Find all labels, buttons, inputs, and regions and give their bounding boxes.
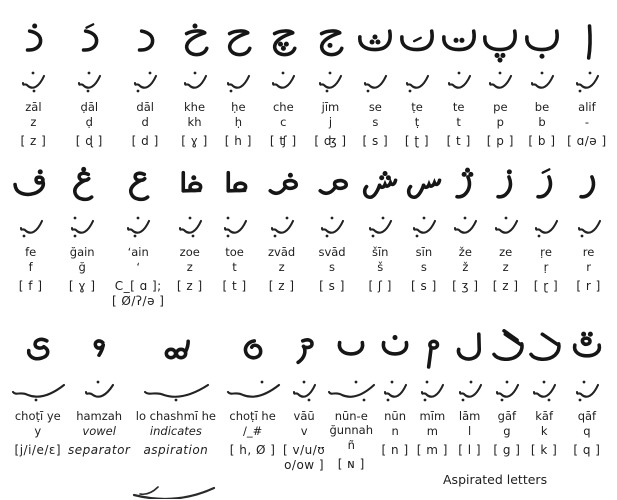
- letter-name: choṭī ye: [14, 409, 61, 423]
- letter-ipa: [ s ]: [319, 279, 345, 293]
- letter-urdu-name: [225, 373, 281, 409]
- letter-roman: ṭ: [414, 115, 420, 129]
- letter-name: šīn: [371, 245, 389, 259]
- letter-name: ḥe: [231, 100, 246, 114]
- letter-column-pe: [480, 16, 522, 149]
- letter-column-d-a-l: [61, 16, 118, 149]
- letter-column-za-l: [6, 16, 61, 149]
- letter-glyph-g-ain: [61, 161, 103, 209]
- letter-name: nūn: [384, 409, 407, 423]
- letter-glyph-mi-m: [411, 325, 453, 373]
- letter-urdu-name: [317, 64, 343, 100]
- letter-name: alif: [578, 100, 596, 114]
- letter-column-ze: [486, 161, 526, 294]
- letter-ipa: [ h ]: [224, 134, 252, 148]
- letter-glyph-re: [568, 161, 610, 209]
- letter-column-qa-f: [563, 325, 611, 458]
- letter-name: lām: [458, 409, 481, 423]
- letter-urdu-name: [487, 64, 513, 100]
- letter-roman: s: [420, 260, 427, 274]
- letter-column-alif: [563, 16, 611, 149]
- letter-roman: š: [377, 260, 384, 274]
- letter-ipa: [ m ]: [416, 443, 448, 457]
- chart-body: [6, 16, 611, 473]
- letter-glyph-za-l: [12, 16, 54, 64]
- letter-ipa: [ ʤ ]: [314, 134, 347, 148]
- letter-ipa: [ g ]: [493, 443, 521, 457]
- letter-ipa: [ r ]: [576, 279, 601, 293]
- letter-column-zoe: [167, 161, 212, 294]
- letter-glyph-te: [438, 16, 480, 64]
- letter-roman: /_#: [242, 424, 263, 438]
- letter-column-che: [260, 16, 306, 149]
- letter-urdu-name: [20, 64, 46, 100]
- letter-urdu-name: [10, 373, 66, 409]
- letter-column-zva-d: [257, 161, 306, 294]
- letter-name: lo chashmī he: [135, 409, 216, 423]
- letter-roman: t: [456, 115, 461, 129]
- letter-ipa: C_[ ɑ ];: [114, 279, 162, 293]
- letter-ipa: [ ʧ ]: [269, 134, 297, 148]
- letter-urdu-name: [291, 373, 317, 409]
- letter-roman: ğ: [78, 260, 86, 274]
- letter-row-2: [6, 161, 611, 309]
- letter-urdu-name: [452, 209, 478, 245]
- letter-urdu-name: [270, 64, 296, 100]
- letter-urdu-name: [182, 64, 208, 100]
- letter-glyph-da-l: [124, 16, 166, 64]
- letter-name: zoe: [179, 245, 200, 259]
- letter-column-chot-i-ye: [6, 325, 70, 458]
- letter-urdu-name: [404, 64, 430, 100]
- letter-roman: b: [538, 115, 546, 129]
- letter-ipa: [ n ]: [381, 443, 409, 457]
- letter-glyph-nu-n: [374, 325, 416, 373]
- letter-name: toe: [225, 245, 244, 259]
- letter-glyph-fe: [10, 161, 52, 209]
- letter-column-g-ain: [55, 161, 109, 294]
- letter-name: pe: [493, 100, 508, 114]
- letter-name: hamzah: [76, 409, 123, 423]
- letter-urdu-name: [326, 373, 376, 409]
- letter-ipa: [ b ]: [528, 134, 556, 148]
- letter-glyph-s-i-n: [359, 161, 401, 209]
- letter-glyph-pe: [479, 16, 521, 64]
- letter-glyph-be: [521, 16, 563, 64]
- letter-roman: v: [300, 424, 308, 438]
- letter-ipa: [ ɴ ]: [337, 457, 365, 471]
- letter-column-ain: [109, 161, 167, 309]
- letter-column-khe: [173, 16, 217, 149]
- letter-roman: j: [328, 115, 333, 129]
- letter-name: že: [458, 245, 472, 259]
- letter-column-s-i-n: [358, 161, 403, 294]
- letter-glyph-ka-f: [523, 325, 565, 373]
- letter-column-re: [566, 161, 611, 294]
- letter-name: svād: [318, 245, 346, 259]
- letter-ipa: [ ʈ ]: [404, 134, 430, 148]
- letter-glyph-qa-f: [566, 325, 608, 373]
- letter-glyph-ain: [117, 161, 159, 209]
- letter-column-ji-m: [306, 16, 354, 149]
- letter-column-ga-f: [488, 325, 525, 458]
- letter-name: sīn: [415, 245, 433, 259]
- letter-ipa: [j/i/e/ɛ]: [14, 443, 62, 457]
- letter-urdu-name: [494, 373, 520, 409]
- letter-roman: ñ: [347, 438, 355, 452]
- letter-roman: c: [280, 115, 287, 129]
- letter-ipa: [ z ]: [20, 134, 47, 148]
- letter-name: choṭī he: [229, 409, 276, 423]
- letter-ipa: [ s ]: [411, 279, 437, 293]
- letter-name: ze: [499, 245, 513, 259]
- letter-roman: z: [30, 115, 37, 129]
- letter-glyph-ji-m: [309, 16, 351, 64]
- letter-ipa: [ ʃ ]: [368, 279, 392, 293]
- letter-glyph-la-m: [449, 325, 491, 373]
- letter-name: ğain: [69, 245, 95, 259]
- letter-ipa: [ s ]: [362, 134, 389, 148]
- letter-urdu-name: [411, 209, 437, 245]
- letter-glyph-sva-d: [311, 161, 353, 209]
- letter-urdu-name: [132, 64, 158, 100]
- letter-name: dāl: [136, 100, 154, 114]
- letter-roman: n: [391, 424, 399, 438]
- letter-urdu-name: [125, 209, 151, 245]
- letter-name: nūn-e: [334, 409, 368, 423]
- letter-column-r-e: [526, 161, 566, 294]
- letter-glyph-t-e: [396, 16, 438, 64]
- letter-urdu-name: [225, 64, 251, 100]
- aspirated-letters-note: Aspirated letters: [443, 472, 548, 487]
- letter-glyph-che: [262, 16, 304, 64]
- letter-name: mīm: [419, 409, 446, 423]
- letter-name: ʻain: [127, 245, 149, 259]
- letter-roman: t: [232, 260, 237, 274]
- letter-ipa: [ ɑ/ə ]: [567, 134, 607, 148]
- letter-urdu-name: [574, 64, 600, 100]
- letter-name: jīm: [321, 100, 340, 114]
- letter-glyph-va-u: [283, 325, 325, 373]
- cropped-glyph-fragment: [128, 486, 218, 499]
- letter-urdu-name: [446, 64, 472, 100]
- letter-ipa: [ ɽ ]: [533, 279, 559, 293]
- letter-glyph-chot-i-he: [232, 325, 274, 373]
- letter-column-h-e: [216, 16, 260, 149]
- letter-column-z-e: [445, 161, 485, 294]
- letter-urdu-name: [177, 209, 203, 245]
- letter-roman: -: [584, 115, 589, 129]
- letter-roman: k: [540, 424, 548, 438]
- letter-row-3: [6, 325, 611, 473]
- letter-roman: r: [586, 260, 591, 274]
- letter-roman: q: [583, 424, 591, 438]
- letter-urdu-name: [69, 209, 95, 245]
- letter-ipa: aspiration: [143, 443, 209, 457]
- letter-column-mi-m: [414, 325, 451, 458]
- letter-ipa: [ t ]: [222, 279, 247, 293]
- letter-roman: z: [502, 260, 509, 274]
- letter-ipa: [ d ]: [131, 134, 159, 148]
- letter-column-ka-f: [526, 325, 563, 458]
- letter-glyph-ga-f: [486, 325, 528, 373]
- letter-ipa: separator: [67, 443, 131, 457]
- letter-name: che: [272, 100, 294, 114]
- letter-glyph-lo-chashmi-he: [155, 325, 197, 373]
- letter-column-hamzah: [67, 325, 131, 458]
- letter-ipa: [ l ]: [458, 443, 482, 457]
- letter-urdu-name: [76, 64, 102, 100]
- letter-urdu-name: [574, 373, 600, 409]
- letter-name: qāf: [577, 409, 597, 423]
- letter-urdu-name: [367, 209, 393, 245]
- letter-ipa: [ ɣ ]: [181, 134, 208, 148]
- letter-glyph-alif: [566, 16, 608, 64]
- letter-column-sva-d: [306, 161, 358, 294]
- letter-glyph-khe: [174, 16, 216, 64]
- letter-glyph-si-n: [403, 161, 445, 209]
- letter-urdu-name: [529, 64, 555, 100]
- letter-roman: m: [426, 424, 438, 438]
- letter-column-se: [355, 16, 397, 149]
- letter-ipa: [ ɣ ]: [68, 279, 96, 293]
- letter-urdu-name: [142, 373, 210, 409]
- letter-ipa: [ t ]: [446, 134, 471, 148]
- letter-column-si-n: [403, 161, 446, 294]
- letter-ipa: [ p ]: [486, 134, 514, 148]
- letter-glyph-r-e: [525, 161, 567, 209]
- letter-column-be: [521, 16, 563, 149]
- letter-urdu-name: [457, 373, 483, 409]
- letter-roman: vowel: [82, 424, 116, 438]
- letter-name: ḍāl: [80, 100, 99, 114]
- letter-roman: s: [372, 115, 379, 129]
- letter-roman: ʻ: [136, 260, 141, 274]
- letter-name: se: [368, 100, 382, 114]
- letter-roman: s: [329, 260, 336, 274]
- letter-roman: ṛ: [543, 260, 549, 274]
- letter-urdu-name: [531, 373, 557, 409]
- letter-name: zvād: [268, 245, 296, 259]
- letter-name: ṛe: [540, 245, 552, 259]
- letter-glyph-nu-n-e: [330, 325, 372, 373]
- letter-roman: p: [496, 115, 504, 129]
- letter-column-da-l: [118, 16, 173, 149]
- letter-urdu-name: [382, 373, 408, 409]
- letter-ipa: [ f ]: [18, 279, 43, 293]
- letter-ipa: [ z ]: [492, 279, 519, 293]
- letter-roman: z: [186, 260, 193, 274]
- letter-column-fe: [6, 161, 55, 294]
- letter-glyph-h-e: [217, 16, 259, 64]
- letter-name: gāf: [497, 409, 517, 423]
- letter-roman: l: [468, 424, 472, 438]
- letter-column-toe: [212, 161, 257, 294]
- letter-ipa-line2: [ Ø/ʔ/ə ]: [111, 294, 165, 308]
- letter-glyph-se: [354, 16, 396, 64]
- letter-roman: d: [141, 115, 149, 129]
- letter-urdu-name: [362, 64, 388, 100]
- letter-name: vāū: [293, 409, 315, 423]
- letter-ipa: [ h, Ø ]: [229, 443, 276, 457]
- letter-ipa-line2: o/ow ]: [284, 458, 325, 472]
- letter-column-la-m: [451, 325, 488, 458]
- letter-urdu-name: [222, 209, 248, 245]
- letter-ipa: [ q ]: [573, 443, 601, 457]
- letter-roman: z: [278, 260, 285, 274]
- letter-roman: f: [28, 260, 33, 274]
- letter-column-te: [438, 16, 480, 149]
- letter-ipa: [ z ]: [268, 279, 295, 293]
- letter-name: be: [534, 100, 550, 114]
- letter-glyph-hamzah: [78, 325, 120, 373]
- letter-urdu-name: [319, 209, 345, 245]
- letter-row-1: [6, 16, 611, 149]
- letter-roman: y: [34, 424, 42, 438]
- letter-glyph-zva-d: [261, 161, 303, 209]
- letter-roman: indicates: [149, 424, 202, 438]
- letter-column-chot-i-he: [223, 325, 282, 458]
- letter-name: zāl: [25, 100, 42, 114]
- letter-name: re: [582, 245, 595, 259]
- letter-roman: ḍ: [85, 115, 93, 129]
- letter-name: ṭe: [411, 100, 423, 114]
- letter-glyph-d-a-l: [68, 16, 110, 64]
- letter-column-nu-n: [376, 325, 413, 458]
- letter-urdu-name: [493, 209, 519, 245]
- letter-glyph-ze: [485, 161, 527, 209]
- letter-glyph-toe: [214, 161, 256, 209]
- letter-glyph-chot-i-ye: [17, 325, 59, 373]
- letter-roman: kh: [187, 115, 202, 129]
- letter-column-lo-chashmi-he: [129, 325, 223, 458]
- letter-roman: ž: [462, 260, 469, 274]
- letter-urdu-name: [576, 209, 602, 245]
- letter-column-nu-n-e: [326, 325, 376, 472]
- letter-roman: g: [503, 424, 511, 438]
- letter-glyph-z-e: [444, 161, 486, 209]
- letter-urdu-name: [533, 209, 559, 245]
- letter-roman: ḥ: [234, 115, 242, 129]
- letter-urdu-name: [419, 373, 445, 409]
- letter-urdu-name: [83, 373, 115, 409]
- letter-urdu-name: [269, 209, 295, 245]
- letter-name-line2: ğunnah: [329, 423, 373, 437]
- letter-column-va-u: [282, 325, 326, 473]
- letter-ipa: [ ʒ ]: [452, 279, 479, 293]
- letter-column-t-e: [396, 16, 438, 149]
- letter-name: kāf: [535, 409, 554, 423]
- letter-name: khe: [184, 100, 206, 114]
- letter-ipa: [ k ]: [530, 443, 558, 457]
- letter-name: fe: [25, 245, 37, 259]
- letter-ipa: [ z ]: [176, 279, 203, 293]
- letter-name: te: [452, 100, 465, 114]
- letter-ipa: [ v/u/ʊ: [283, 443, 326, 457]
- letter-glyph-zoe: [169, 161, 211, 209]
- letter-urdu-name: [18, 209, 44, 245]
- letter-ipa: [ ɖ ]: [75, 134, 103, 148]
